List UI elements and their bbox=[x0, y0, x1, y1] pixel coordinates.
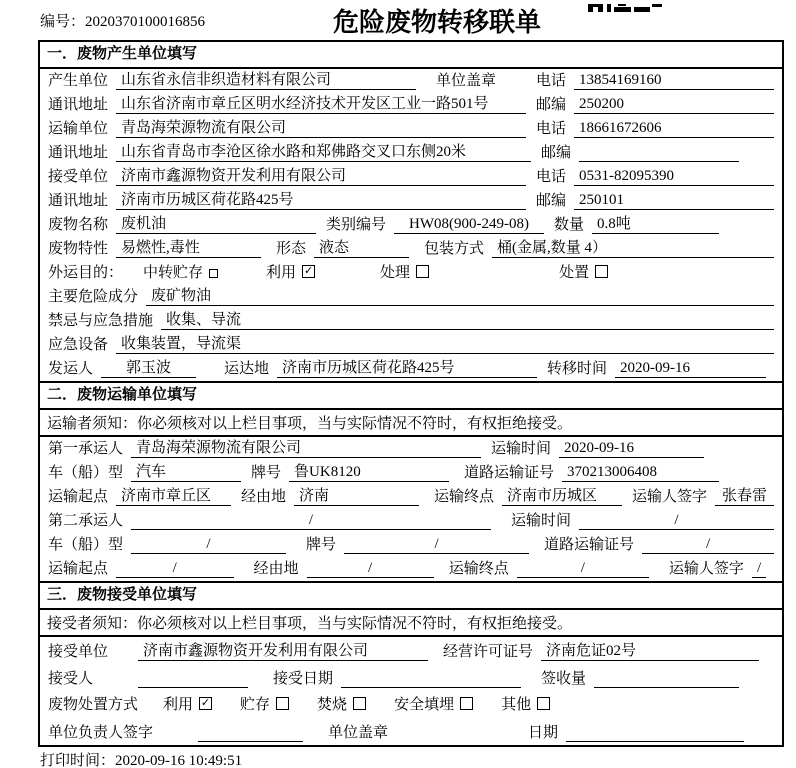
disposal-option-other bbox=[501, 693, 550, 714]
origin-value: 济南市章丘区 bbox=[116, 487, 231, 506]
carrier-sign-label: 运输人签字 bbox=[632, 489, 708, 505]
transport-time-value: / bbox=[579, 511, 774, 530]
checkbox-icon bbox=[595, 265, 608, 278]
serial-number-line bbox=[40, 10, 205, 31]
purpose-option-storage bbox=[143, 261, 218, 282]
checkbox-checked-icon: ✓ bbox=[303, 265, 314, 277]
option-label: 利用 bbox=[266, 265, 297, 281]
producer-value: 山东省永信非织造材料有限公司 bbox=[116, 71, 416, 90]
checkbox-icon bbox=[537, 697, 550, 710]
purpose-option-dispose bbox=[559, 261, 608, 282]
endpoint-label: 运输终点 bbox=[448, 561, 509, 577]
category-label: 类别编号 bbox=[326, 217, 387, 233]
transfer-purpose-row bbox=[40, 261, 782, 285]
recipient-label: 接受人 bbox=[48, 671, 94, 687]
route-row-2 bbox=[40, 557, 782, 581]
road-license-value: 370213006408 bbox=[562, 463, 719, 482]
page-title: 危险废物转移联单 bbox=[333, 8, 542, 37]
endpoint-value: 济南市历城区 bbox=[502, 487, 622, 506]
option-label: 处理 bbox=[380, 265, 411, 281]
endpoint-label: 运输终点 bbox=[434, 489, 495, 505]
manager-signature-row bbox=[40, 717, 782, 745]
receive-date-value bbox=[341, 670, 521, 688]
recipient-row bbox=[40, 664, 782, 691]
address-value: 山东省青岛市李沧区徐水路和郑佛路交叉口东侧20米 bbox=[116, 143, 531, 162]
waste-characteristics-row bbox=[40, 237, 782, 261]
manager-sign-label: 单位负责人签字 bbox=[48, 725, 154, 741]
receiving-unit-value: 济南市鑫源物资开发利用有限公司 bbox=[138, 642, 428, 661]
option-label: 利用 bbox=[163, 697, 194, 713]
form-table bbox=[38, 40, 784, 747]
transport-time-label: 运输时间 bbox=[511, 513, 572, 529]
section3-header: 三．废物接受单位填写 bbox=[40, 581, 782, 610]
plate-value: 鲁UK8120 bbox=[289, 463, 449, 482]
address-label: 通讯地址 bbox=[48, 97, 109, 113]
receiver-notice: 接受者须知：你必须核对以上栏目事项，当与实际情况不符时，有权拒绝接受。 bbox=[40, 610, 782, 637]
checkbox-icon bbox=[460, 697, 473, 710]
transport-time-label: 运输时间 bbox=[491, 441, 552, 457]
date-label: 日期 bbox=[528, 725, 559, 741]
unit-seal-label: 单位盖章 bbox=[328, 725, 389, 741]
disposal-method-row bbox=[40, 691, 782, 717]
transporter-address-row bbox=[40, 141, 782, 165]
origin-label: 运输起点 bbox=[48, 489, 109, 505]
option-label: 中转贮存 bbox=[143, 265, 204, 281]
carrier-sign-value: / bbox=[752, 559, 766, 578]
purpose-option-utilize bbox=[266, 261, 315, 282]
phone-value: 13854169160 bbox=[574, 71, 774, 90]
second-carrier-row bbox=[40, 509, 782, 533]
phone-label: 电话 bbox=[535, 169, 566, 185]
shipper-row bbox=[40, 357, 782, 381]
section2-header: 二．废物运输单位填写 bbox=[40, 381, 782, 410]
packaging-label: 包装方式 bbox=[424, 241, 485, 257]
shipper-label: 发运人 bbox=[48, 361, 94, 377]
address-label: 通讯地址 bbox=[48, 193, 109, 209]
option-label: 处置 bbox=[559, 265, 590, 281]
zip-label: 邮编 bbox=[535, 97, 566, 113]
waste-name-label: 废物名称 bbox=[48, 217, 109, 233]
quantity-label: 数量 bbox=[554, 217, 585, 233]
receiving-unit-label: 接受单位 bbox=[48, 644, 109, 660]
receiver-value: 济南市鑫源物资开发利用有限公司 bbox=[116, 167, 526, 186]
purpose-label: 外运目的： bbox=[48, 265, 124, 281]
received-qty-label: 签收量 bbox=[541, 671, 587, 687]
shipper-value: 郭玉波 bbox=[101, 359, 196, 378]
hazard-components-row bbox=[40, 285, 782, 309]
print-time-value: 2020-09-16 10:49:51 bbox=[115, 753, 243, 768]
characteristics-label: 废物特性 bbox=[48, 241, 109, 257]
disposal-method-label: 废物处置方式 bbox=[48, 697, 139, 713]
contraindication-row bbox=[40, 309, 782, 333]
disposal-option-incinerate bbox=[317, 693, 366, 714]
checkbox-icon bbox=[353, 697, 366, 710]
zip-label: 邮编 bbox=[535, 193, 566, 209]
receiver-label: 接受单位 bbox=[48, 169, 109, 185]
waste-name-row bbox=[40, 213, 782, 237]
origin-label: 运输起点 bbox=[48, 561, 109, 577]
receiving-unit-row bbox=[40, 637, 782, 664]
option-label: 安全填埋 bbox=[394, 697, 455, 713]
transporter-notice: 运输者须知：你必须核对以上栏目事项，当与实际情况不符时，有权拒绝接受。 bbox=[40, 410, 782, 437]
via-value: 济南 bbox=[294, 487, 419, 506]
disposal-option-utilize bbox=[163, 693, 212, 714]
phone-label: 电话 bbox=[535, 73, 566, 89]
contraindication-label: 禁忌与应急措施 bbox=[48, 313, 154, 329]
road-license-label: 道路运输证号 bbox=[544, 537, 635, 553]
recipient-value bbox=[138, 670, 248, 688]
zip-value: 250200 bbox=[574, 95, 774, 114]
vehicle-type-label: 车（船）型 bbox=[48, 537, 124, 553]
manager-sign-value bbox=[198, 724, 303, 742]
plate-value: / bbox=[344, 535, 529, 554]
category-value: HW08(900-249-08) bbox=[394, 215, 544, 234]
phone-value: 18661672606 bbox=[574, 119, 774, 138]
route-row bbox=[40, 485, 782, 509]
via-label: 经由地 bbox=[241, 489, 287, 505]
permit-value: 济南危证02号 bbox=[541, 642, 759, 661]
form-value: 液态 bbox=[314, 239, 409, 258]
transporter-value: 青岛海荣源物流有限公司 bbox=[116, 119, 526, 138]
equipment-value: 收集装置，导流渠 bbox=[116, 335, 774, 354]
checkbox-checked-icon: ✓ bbox=[200, 697, 211, 709]
first-carrier-row bbox=[40, 437, 782, 461]
waste-name-value: 废机油 bbox=[116, 215, 316, 234]
section1-header: 一．废物产生单位填写 bbox=[40, 42, 782, 69]
purpose-option-treat bbox=[380, 261, 429, 282]
carrier-label: 第二承运人 bbox=[48, 513, 124, 529]
permit-label: 经营许可证号 bbox=[443, 644, 534, 660]
via-label: 经由地 bbox=[253, 561, 299, 577]
transfer-time-value: 2020-09-16 bbox=[615, 359, 766, 378]
hazard-value: 废矿物油 bbox=[146, 287, 774, 306]
zip-value: 250101 bbox=[574, 191, 774, 210]
endpoint-value: / bbox=[517, 559, 649, 578]
emergency-equipment-row bbox=[40, 333, 782, 357]
producer-address-row bbox=[40, 93, 782, 117]
equipment-label: 应急设备 bbox=[48, 337, 109, 353]
contraindication-value: 收集、导流 bbox=[161, 311, 774, 330]
producer-label: 产生单位 bbox=[48, 73, 109, 89]
disposal-option-store bbox=[240, 693, 289, 714]
carrier-label: 第一承运人 bbox=[48, 441, 124, 457]
vehicle-type-label: 车（船）型 bbox=[48, 465, 124, 481]
road-license-value: / bbox=[642, 535, 774, 554]
transfer-time-label: 转移时间 bbox=[547, 361, 608, 377]
plate-label: 牌号 bbox=[251, 465, 282, 481]
transporter-label: 运输单位 bbox=[48, 121, 109, 137]
plate-label: 牌号 bbox=[306, 537, 337, 553]
carrier-sign-label: 运输人签字 bbox=[668, 561, 744, 577]
destination-label: 运达地 bbox=[224, 361, 270, 377]
vehicle-type-value: 汽车 bbox=[131, 463, 241, 482]
via-value: / bbox=[307, 559, 434, 578]
vehicle-row bbox=[40, 461, 782, 485]
serial-label: 编号： bbox=[40, 14, 86, 30]
receiver-address-row bbox=[40, 189, 782, 213]
origin-value: / bbox=[116, 559, 233, 578]
form-label: 形态 bbox=[276, 241, 307, 257]
checkbox-icon bbox=[209, 269, 218, 278]
unit-seal-label: 单位盖章 bbox=[436, 73, 497, 89]
vehicle-type-value: / bbox=[131, 535, 286, 554]
option-label: 其他 bbox=[501, 697, 532, 713]
receive-date-label: 接受日期 bbox=[273, 671, 334, 687]
hazard-label: 主要危险成分 bbox=[48, 289, 139, 305]
checkbox-icon bbox=[276, 697, 289, 710]
carrier-value: 青岛海荣源物流有限公司 bbox=[131, 439, 481, 458]
carrier-sign-value: 张春雷 bbox=[715, 487, 774, 506]
road-license-label: 道路运输证号 bbox=[464, 465, 555, 481]
date-value bbox=[566, 724, 744, 742]
zip-value bbox=[579, 144, 739, 162]
vehicle-row-2 bbox=[40, 533, 782, 557]
producer-row bbox=[40, 69, 782, 93]
quantity-value: 0.8吨 bbox=[592, 215, 719, 234]
disposal-option-landfill bbox=[394, 693, 473, 714]
print-time-line bbox=[40, 749, 242, 768]
phone-label: 电话 bbox=[535, 121, 566, 137]
received-qty-value bbox=[594, 670, 739, 688]
receiver-row bbox=[40, 165, 782, 189]
transport-time-value: 2020-09-16 bbox=[559, 439, 704, 458]
address-value: 济南市历城区荷花路425号 bbox=[116, 191, 526, 210]
checkbox-icon bbox=[416, 265, 429, 278]
option-label: 焚烧 bbox=[317, 697, 348, 713]
option-label: 贮存 bbox=[240, 697, 271, 713]
print-time-label: 打印时间： bbox=[40, 753, 116, 768]
address-label: 通讯地址 bbox=[48, 145, 109, 161]
destination-value: 济南市历城区荷花路425号 bbox=[277, 359, 537, 378]
transporter-row bbox=[40, 117, 782, 141]
characteristics-value: 易燃性,毒性 bbox=[116, 239, 261, 258]
phone-value: 0531-82095390 bbox=[574, 167, 774, 186]
packaging-value: 桶(金属,数量 4） bbox=[492, 239, 774, 258]
carrier-value: / bbox=[131, 511, 491, 530]
zip-label: 邮编 bbox=[540, 145, 571, 161]
address-value: 山东省济南市章丘区明水经济技术开发区工业一路501号 bbox=[116, 95, 526, 114]
qr-code-fragment-icon bbox=[588, 0, 662, 18]
serial-value: 2020370100016856 bbox=[85, 14, 206, 30]
